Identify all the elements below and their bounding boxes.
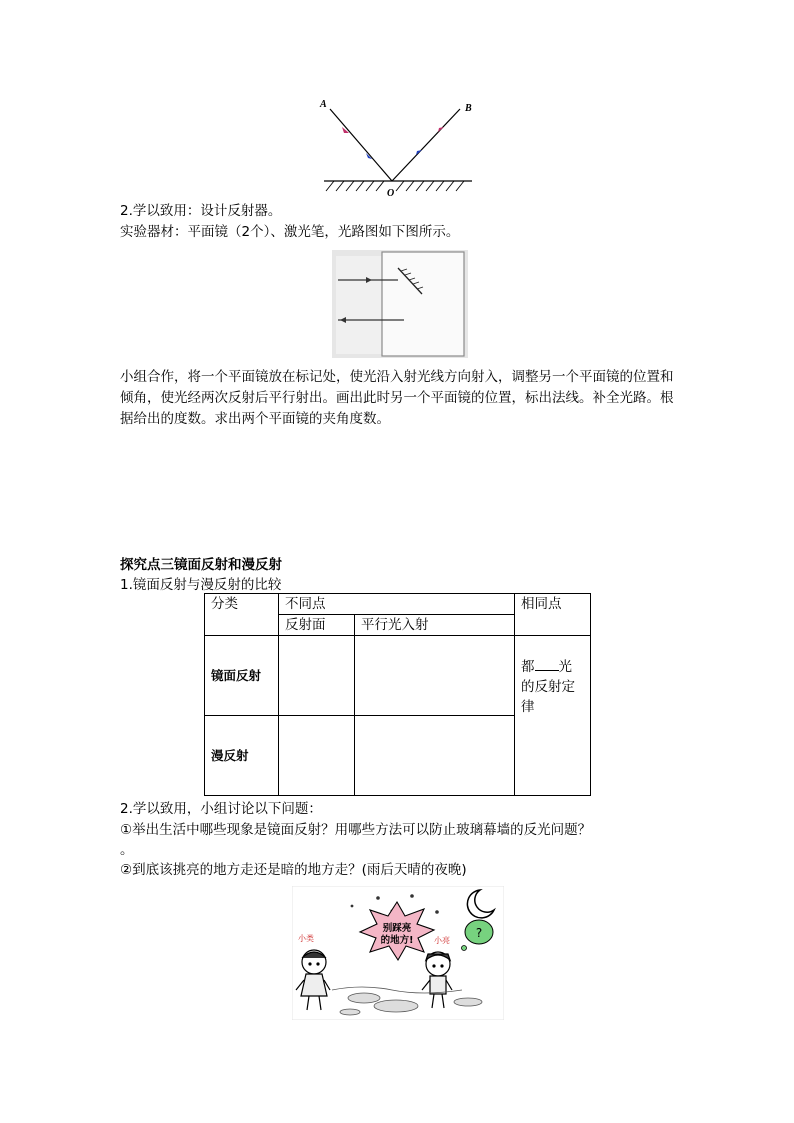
ray-ob (392, 109, 460, 181)
materials-text: 实验器材：平面镜（2个）、激光笔，光路图如下图所示。 (120, 224, 460, 240)
question-2: ②到底该挑亮的地方走还是暗的地方走？(雨后天晴的夜晚) (120, 862, 467, 878)
section2-heading: 2.学以致用：设计反射器。 (120, 203, 282, 219)
instructions-text: 小组合作，将一个平面镜放在标记处，使光沿入射光线方向射入，调整另一个平面镜的位置和倾角，使光经两次反射后平行射出。画出此时另一个平面镜的位置，标出法线。补全光路。根据给出的度数。求出两个平面镜的夹角度数。 (120, 369, 674, 427)
similarity-suffix: 光的反射定律 (521, 659, 575, 715)
similarity-blank[interactable] (535, 656, 559, 671)
label-o: O (387, 188, 395, 199)
row-diffuse-label: 漫反射 (205, 716, 279, 796)
mirror-hatching (326, 181, 464, 191)
left-character-name: 小类 (298, 934, 314, 943)
row-specular-label: 镜面反射 (205, 636, 279, 716)
similarity-prefix: 都 (521, 659, 535, 675)
bubble-line-2: 的地方! (380, 935, 414, 946)
section3-heading: 探究点三镜面反射和漫反射 (120, 557, 282, 573)
reflector-setup-figure (332, 250, 468, 358)
label-a: A (320, 99, 327, 110)
reflection-diagram (312, 95, 480, 199)
cartoon-illustration (292, 886, 504, 1020)
question-1: ①举出生活中哪些现象是镜面反射？用哪些方法可以防止玻璃幕墙的反光问题？ (120, 822, 592, 838)
subheader-parallel-light: 平行光入射 (355, 615, 515, 636)
cell-diffuse-surface[interactable] (279, 716, 355, 796)
header-difference: 不同点 (279, 594, 515, 615)
right-character-name: 小亮 (434, 936, 450, 945)
header-category: 分类 (205, 594, 279, 636)
bubble-line-1: 别踩亮 (382, 923, 412, 934)
cell-specular-surface[interactable] (279, 636, 355, 716)
section4-heading: 2.学以致用，小组讨论以下问题： (120, 801, 322, 817)
comparison-table (204, 593, 591, 796)
cell-similarity (515, 636, 591, 796)
label-b: B (465, 103, 472, 114)
section3-subheading: 1.镜面反射与漫反射的比较 (120, 577, 282, 593)
question-1-tail: 。 (120, 842, 134, 858)
box-outline (382, 252, 464, 356)
cell-specular-parallel[interactable] (355, 636, 515, 716)
ray-ao (330, 109, 392, 181)
header-similarity: 相同点 (515, 594, 591, 636)
cell-diffuse-parallel[interactable] (355, 716, 515, 796)
subheader-reflect-surface: 反射面 (279, 615, 355, 636)
question-mark: ? (475, 926, 483, 940)
